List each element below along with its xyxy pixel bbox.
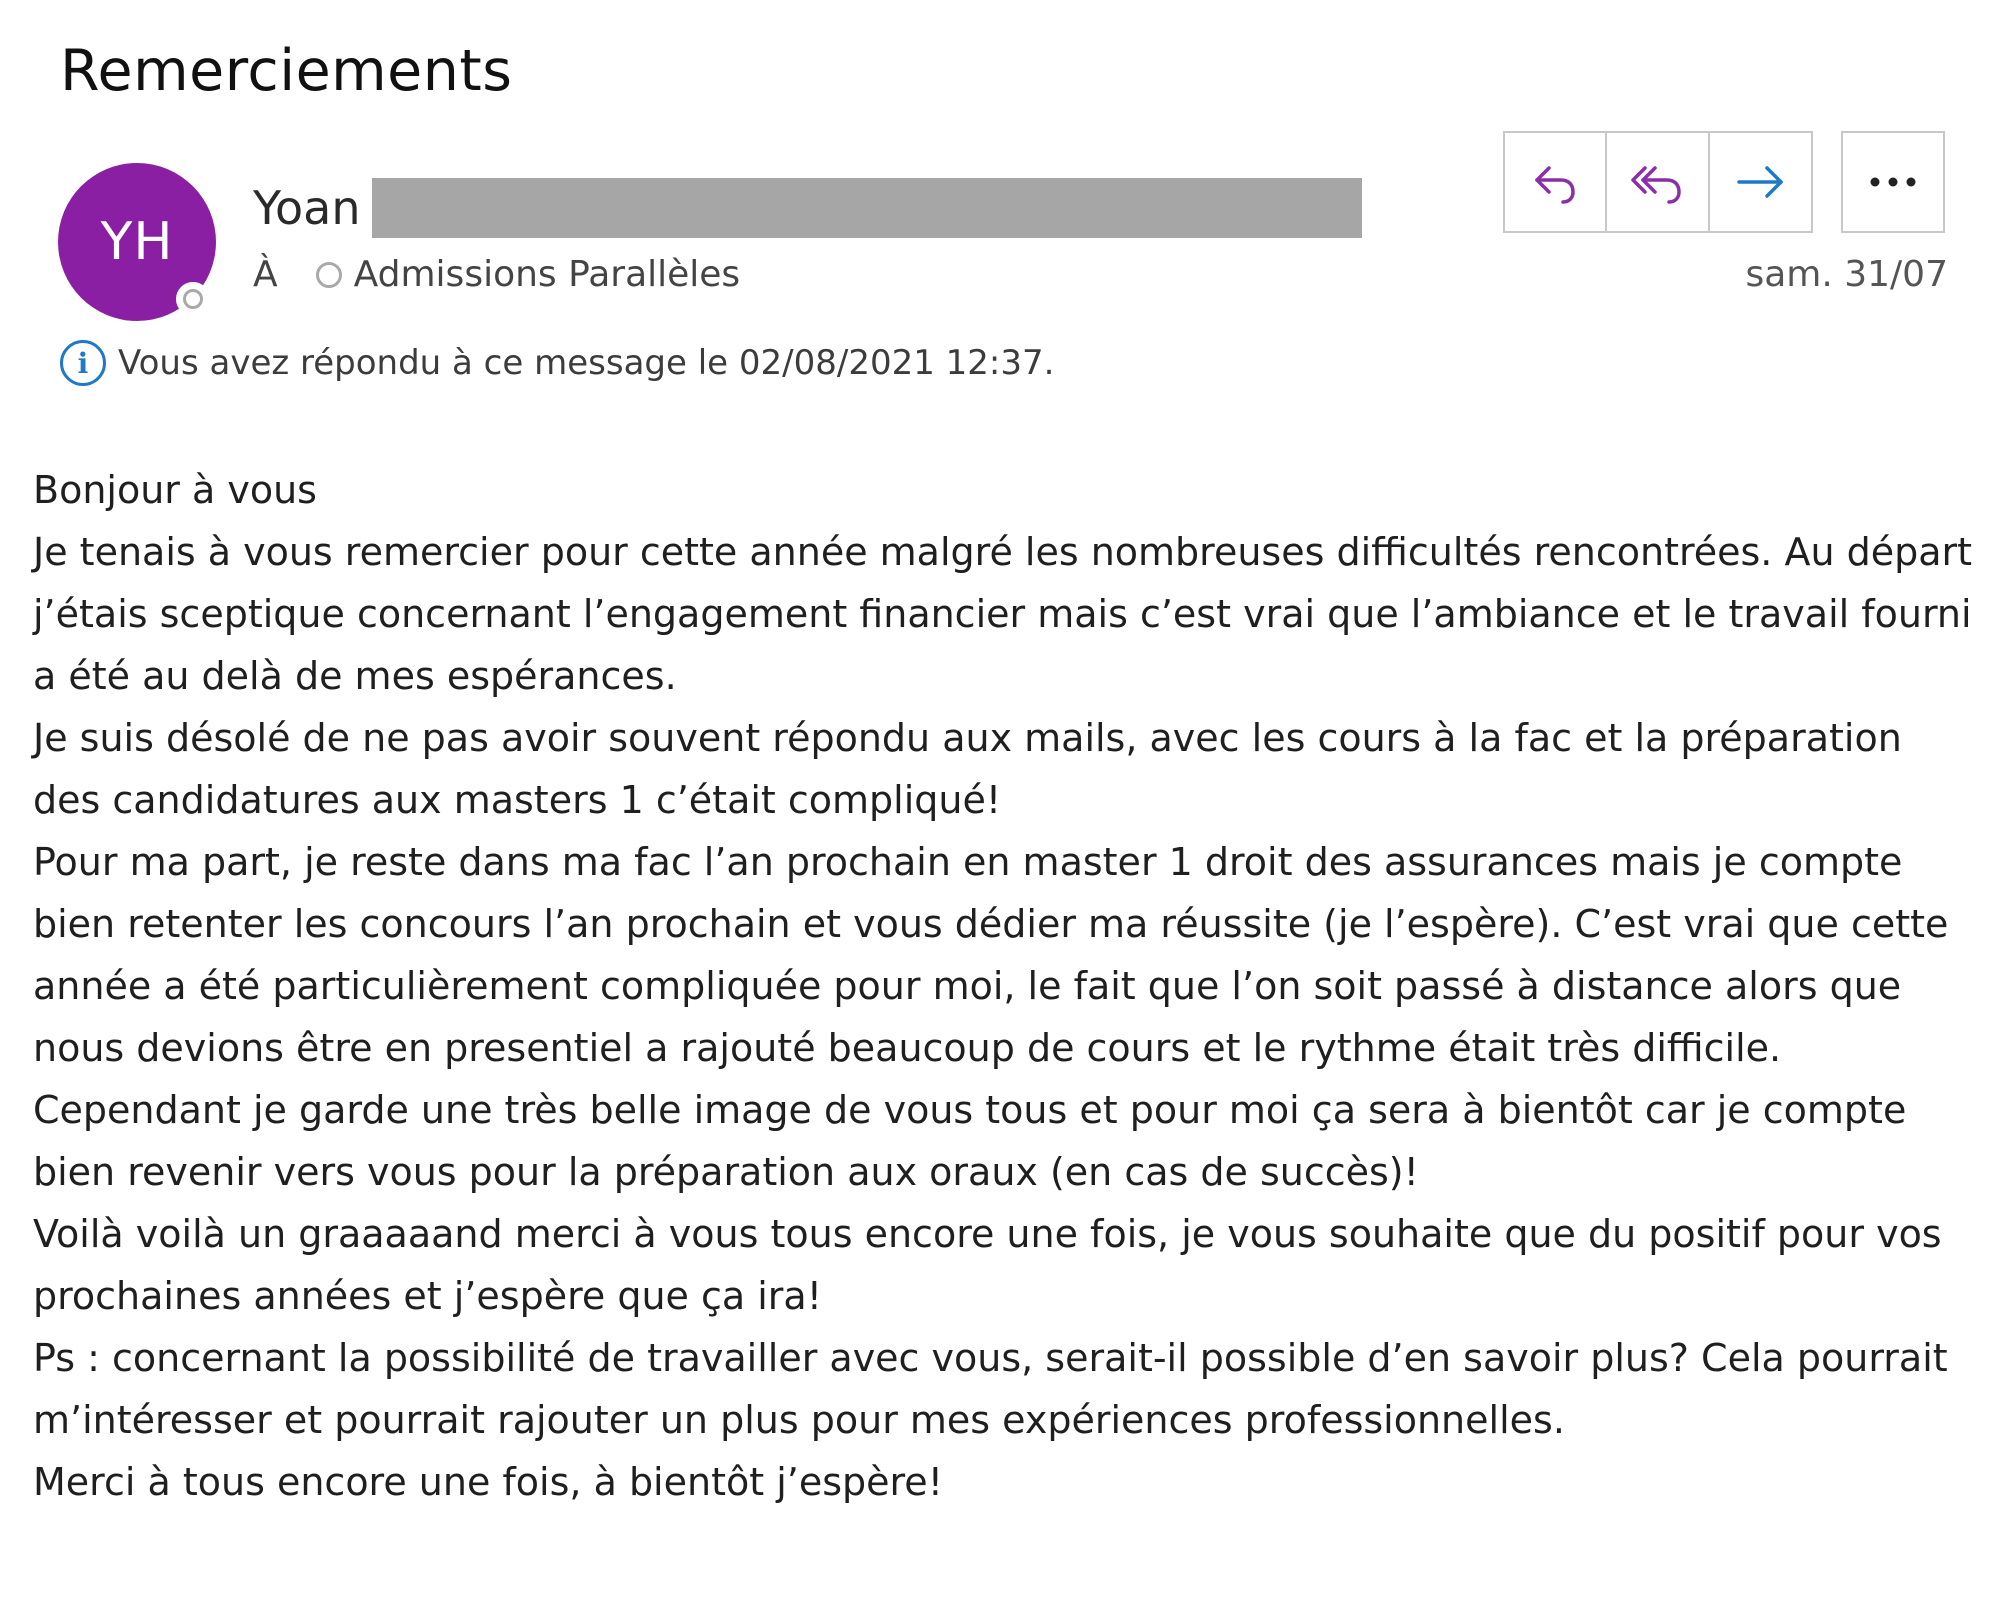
info-icon: i bbox=[60, 340, 106, 386]
info-notice-text: Vous avez répondu à ce message le 02/08/2021 12:37. bbox=[118, 343, 1055, 383]
presence-status-icon bbox=[176, 282, 210, 316]
message-toolbar bbox=[1503, 131, 1945, 233]
email-subject: Remerciements bbox=[60, 38, 513, 104]
more-actions-button[interactable] bbox=[1841, 131, 1945, 233]
body-paragraph: Pour ma part, je reste dans ma fac l’an prochain en master 1 droit des assurances mais je compte bien retenter les concours l’an prochain et vous dédier ma réussite (je l’espère). C’est vrai que cette année a été particulièrement compliquée pour moi, le fait que l’on soit passé à distance alors que nous devions être en presentiel a rajouté beaucoup de cours et le rythme était très difficile. bbox=[33, 840, 1949, 1070]
recipient-status-icon bbox=[316, 262, 342, 288]
forward-button[interactable] bbox=[1710, 131, 1813, 233]
message-body bbox=[33, 459, 1973, 1513]
message-date: sam. 31/07 bbox=[1745, 254, 1948, 295]
recipient-name[interactable]: Admissions Parallèles bbox=[353, 254, 741, 295]
redacted-block bbox=[372, 178, 1362, 238]
body-paragraph: Ps : concernant la possibilité de travailler avec vous, serait-il possible d’en savoir plus? Cela pourrait m’intéresser et pourrait rajouter un plus pour mes expériences professionnelles. bbox=[33, 1336, 1948, 1442]
body-paragraph: Je tenais à vous remercier pour cette année malgré les nombreuses difficultés rencontrées. Au départ j’étais sceptique concernant l’engagement financier mais c’est vrai que l’ambiance et le travail fourni a été au delà de mes espérances. bbox=[33, 530, 1973, 698]
recipient-line bbox=[253, 254, 740, 295]
reply-info-banner bbox=[60, 340, 1054, 386]
body-paragraph: Bonjour à vous bbox=[33, 468, 317, 512]
avatar-initials: YH bbox=[100, 212, 174, 272]
forward-icon bbox=[1731, 154, 1791, 210]
body-paragraph: Voilà voilà un graaaaand merci à vous tous encore une fois, je vous souhaite que du positif pour vos prochaines années et j’espère que ça ira! bbox=[33, 1212, 1942, 1318]
body-paragraph: Merci à tous encore une fois, à bientôt j’espère! bbox=[33, 1460, 943, 1504]
more-icon bbox=[1865, 172, 1921, 192]
body-paragraph: Cependant je garde une très belle image de vous tous et pour moi ça sera à bientôt car je compte bien revenir vers vous pour la préparation aux oraux (en cas de succès)! bbox=[33, 1088, 1907, 1194]
reply-all-button[interactable] bbox=[1607, 131, 1710, 233]
sender[interactable] bbox=[253, 178, 1362, 238]
reply-icon bbox=[1527, 154, 1583, 210]
reply-all-icon bbox=[1627, 154, 1689, 210]
sender-name: Yoan bbox=[253, 181, 361, 235]
to-label: À bbox=[253, 254, 278, 295]
reply-button[interactable] bbox=[1503, 131, 1607, 233]
body-paragraph: Je suis désolé de ne pas avoir souvent répondu aux mails, avec les cours à la fac et la préparation des candidatures aux masters 1 c’était compliqué! bbox=[33, 716, 1902, 822]
